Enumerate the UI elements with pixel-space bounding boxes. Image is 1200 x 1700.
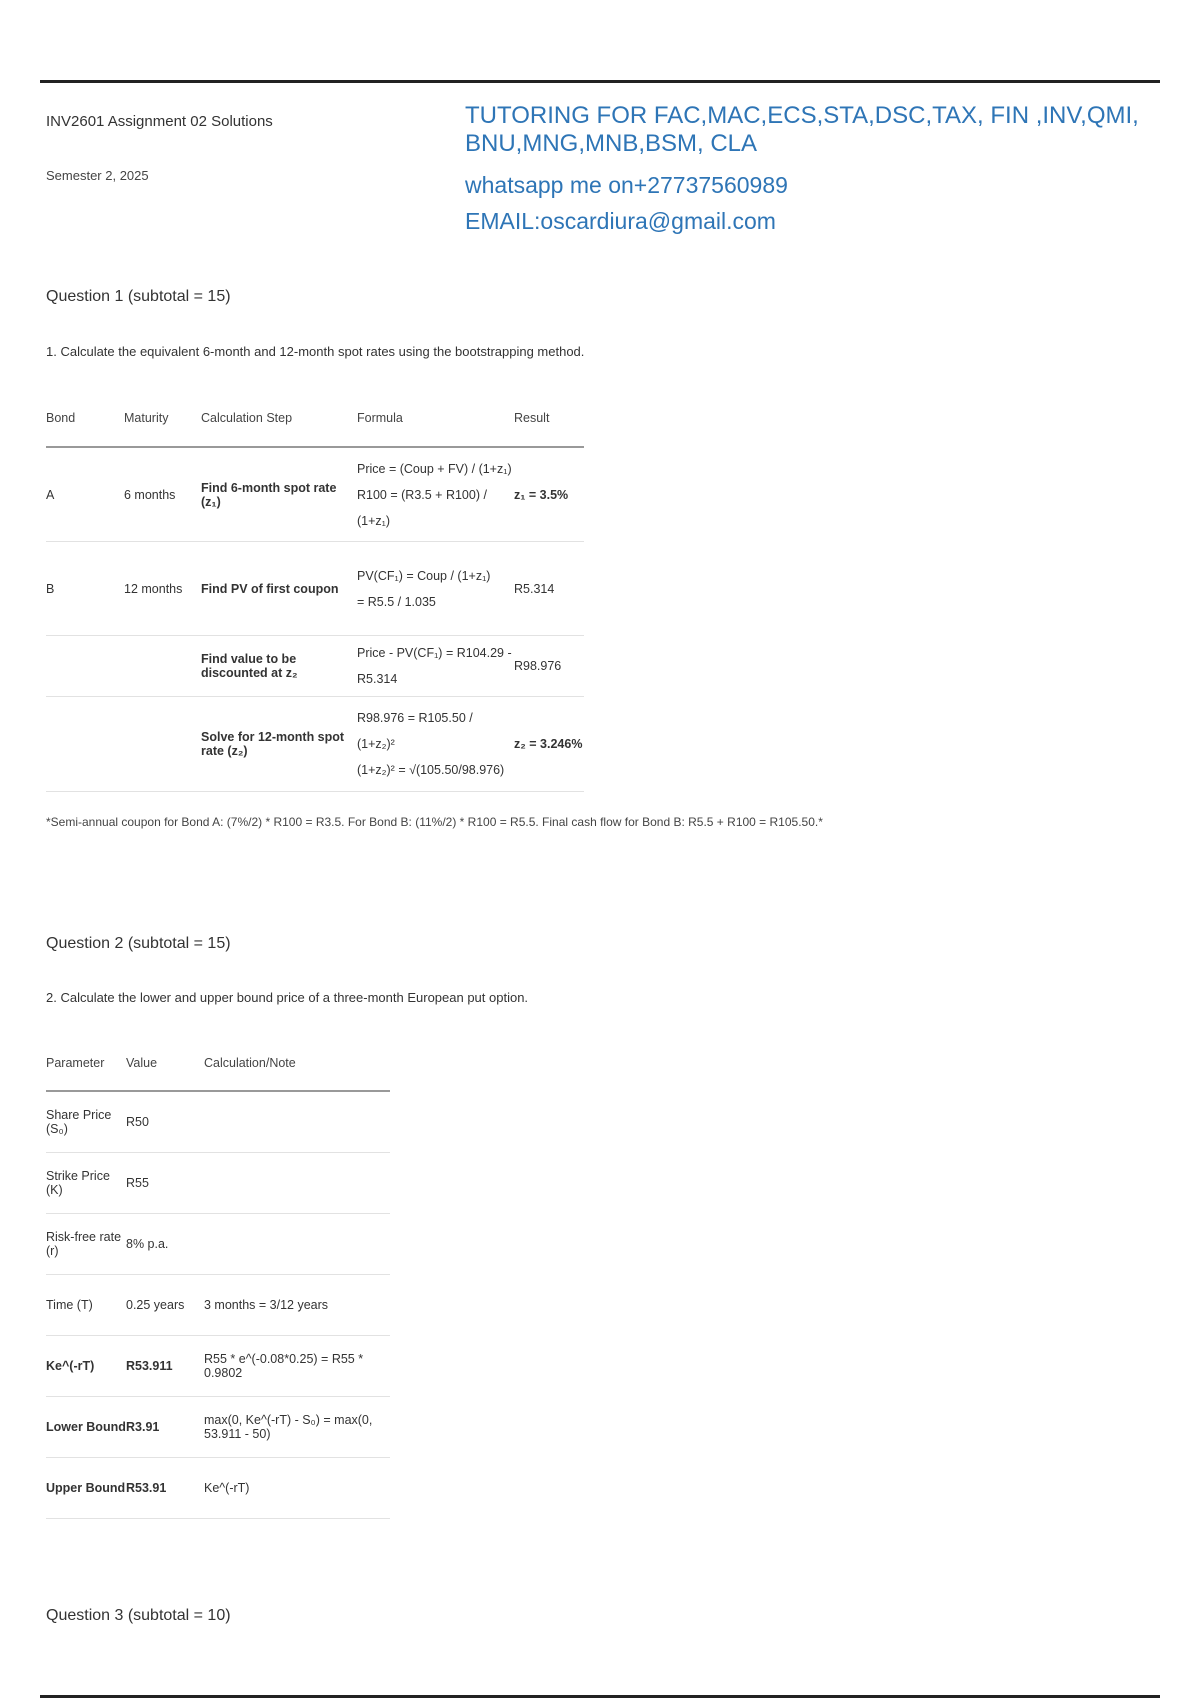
- cell-formula: [357, 447, 514, 542]
- promo-email-line: EMAIL:oscardiura@gmail.com: [465, 208, 776, 234]
- put-option-bounds-table: [46, 1052, 390, 1519]
- bottom-rule: [40, 1695, 1160, 1698]
- formula-line: = R5.5 / 1.035: [357, 594, 436, 609]
- table-row: [46, 1153, 390, 1214]
- cell-note: [204, 1153, 390, 1214]
- promo-whatsapp-line: whatsapp me on+27737560989: [465, 172, 788, 198]
- cell-note: Ke^(-rT): [204, 1458, 390, 1519]
- col-header-value: Value: [126, 1052, 204, 1091]
- coupon-footnote: *Semi-annual coupon for Bond A: (7%/2) * R100 = R3.5. For Bond B: (11%/2) * R100 = R5.5. Final cash flow for Bond B: R5.5 + R100 = R105.50.*: [46, 815, 823, 829]
- col-header-calculation-note: Calculation/Note: [204, 1052, 390, 1091]
- cell-value: R53.91: [126, 1458, 204, 1519]
- cell-parameter: Time (T): [46, 1275, 126, 1336]
- question-3-heading: Question 3 (subtotal = 10): [46, 1607, 231, 1624]
- col-header-calculation-step: Calculation Step: [201, 406, 357, 447]
- question-2-heading: Question 2 (subtotal = 15): [46, 935, 231, 952]
- col-header-bond: Bond: [46, 406, 124, 447]
- cell-maturity: [124, 636, 201, 697]
- formula-line: (1+z₂)² = √(105.50/98.976): [357, 763, 505, 777]
- formula-line: R100 = (R3.5 + R100) / (1+z₁): [357, 487, 487, 528]
- semester-label: Semester 2, 2025: [46, 168, 149, 183]
- cell-result: z₂ = 3.246%: [514, 697, 584, 792]
- cell-bond: [46, 636, 124, 697]
- formula-line: R98.976 = R105.50 / (1+z₂)²: [357, 711, 473, 751]
- cell-step: Find PV of first coupon: [201, 542, 357, 636]
- table-row: [46, 1214, 390, 1275]
- cell-result: z₁ = 3.5%: [514, 447, 584, 542]
- formula-line: PV(CF₁) = Coup / (1+z₁): [357, 568, 491, 583]
- col-header-formula: Formula: [357, 406, 514, 447]
- table-header-row: [46, 406, 584, 447]
- table-row: [46, 697, 584, 792]
- cell-parameter: Risk-free rate (r): [46, 1214, 126, 1275]
- spot-rate-table: [46, 406, 584, 792]
- question-1-text: 1. Calculate the equivalent 6-month and 12-month spot rates using the bootstrapping method.: [46, 344, 585, 359]
- cell-parameter: Strike Price (K): [46, 1153, 126, 1214]
- table-row: [46, 636, 584, 697]
- cell-result: R5.314: [514, 542, 584, 636]
- cell-step: Find value to be discounted at z₂: [201, 636, 357, 697]
- table-row: [46, 542, 584, 636]
- cell-value: R55: [126, 1153, 204, 1214]
- document-title: INV2601 Assignment 02 Solutions: [46, 113, 273, 130]
- col-header-result: Result: [514, 406, 584, 447]
- table-header-row: [46, 1052, 390, 1091]
- cell-value: R53.911: [126, 1336, 204, 1397]
- cell-maturity: 12 months: [124, 542, 201, 636]
- cell-formula: [357, 697, 514, 792]
- cell-maturity: 6 months: [124, 447, 201, 542]
- table-row: [46, 1458, 390, 1519]
- formula-line: Price - PV(CF₁) = R104.29 - R5.314: [357, 646, 512, 686]
- cell-value: R50: [126, 1091, 204, 1153]
- formula-line: Price = (Coup + FV) / (1+z₁): [357, 461, 512, 476]
- cell-formula: [357, 542, 514, 636]
- table-row: [46, 447, 584, 542]
- cell-bond: [46, 697, 124, 792]
- cell-result: R98.976: [514, 636, 584, 697]
- cell-parameter: Upper Bound: [46, 1458, 126, 1519]
- table-row: [46, 1091, 390, 1153]
- cell-value: R3.91: [126, 1397, 204, 1458]
- col-header-parameter: Parameter: [46, 1052, 126, 1091]
- cell-formula: [357, 636, 514, 697]
- col-header-maturity: Maturity: [124, 406, 201, 447]
- cell-step: Find 6-month spot rate (z₁): [201, 447, 357, 542]
- cell-note: R55 * e^(-0.08*0.25) = R55 * 0.9802: [204, 1336, 390, 1397]
- table-row: [46, 1397, 390, 1458]
- promo-tutoring-line: TUTORING FOR FAC,MAC,ECS,STA,DSC,TAX, FIN ,INV,QMI, BNU,MNG,MNB,BSM, CLA: [465, 102, 1139, 157]
- cell-value: 0.25 years: [126, 1275, 204, 1336]
- question-2-text: 2. Calculate the lower and upper bound price of a three-month European put option.: [46, 990, 529, 1005]
- cell-note: 3 months = 3/12 years: [204, 1275, 390, 1336]
- cell-bond: B: [46, 542, 124, 636]
- table-row: [46, 1336, 390, 1397]
- cell-value: 8% p.a.: [126, 1214, 204, 1275]
- cell-parameter: Share Price (S₀): [46, 1091, 126, 1153]
- cell-step: Solve for 12-month spot rate (z₂): [201, 697, 357, 792]
- cell-maturity: [124, 697, 201, 792]
- cell-note: [204, 1214, 390, 1275]
- top-rule: [40, 80, 1160, 83]
- cell-note: [204, 1091, 390, 1153]
- cell-bond: A: [46, 447, 124, 542]
- cell-parameter: Lower Bound: [46, 1397, 126, 1458]
- cell-parameter: Ke^(-rT): [46, 1336, 126, 1397]
- table-row: [46, 1275, 390, 1336]
- question-1-heading: Question 1 (subtotal = 15): [46, 288, 231, 305]
- cell-note: max(0, Ke^(-rT) - S₀) = max(0, 53.911 - 50): [204, 1397, 390, 1458]
